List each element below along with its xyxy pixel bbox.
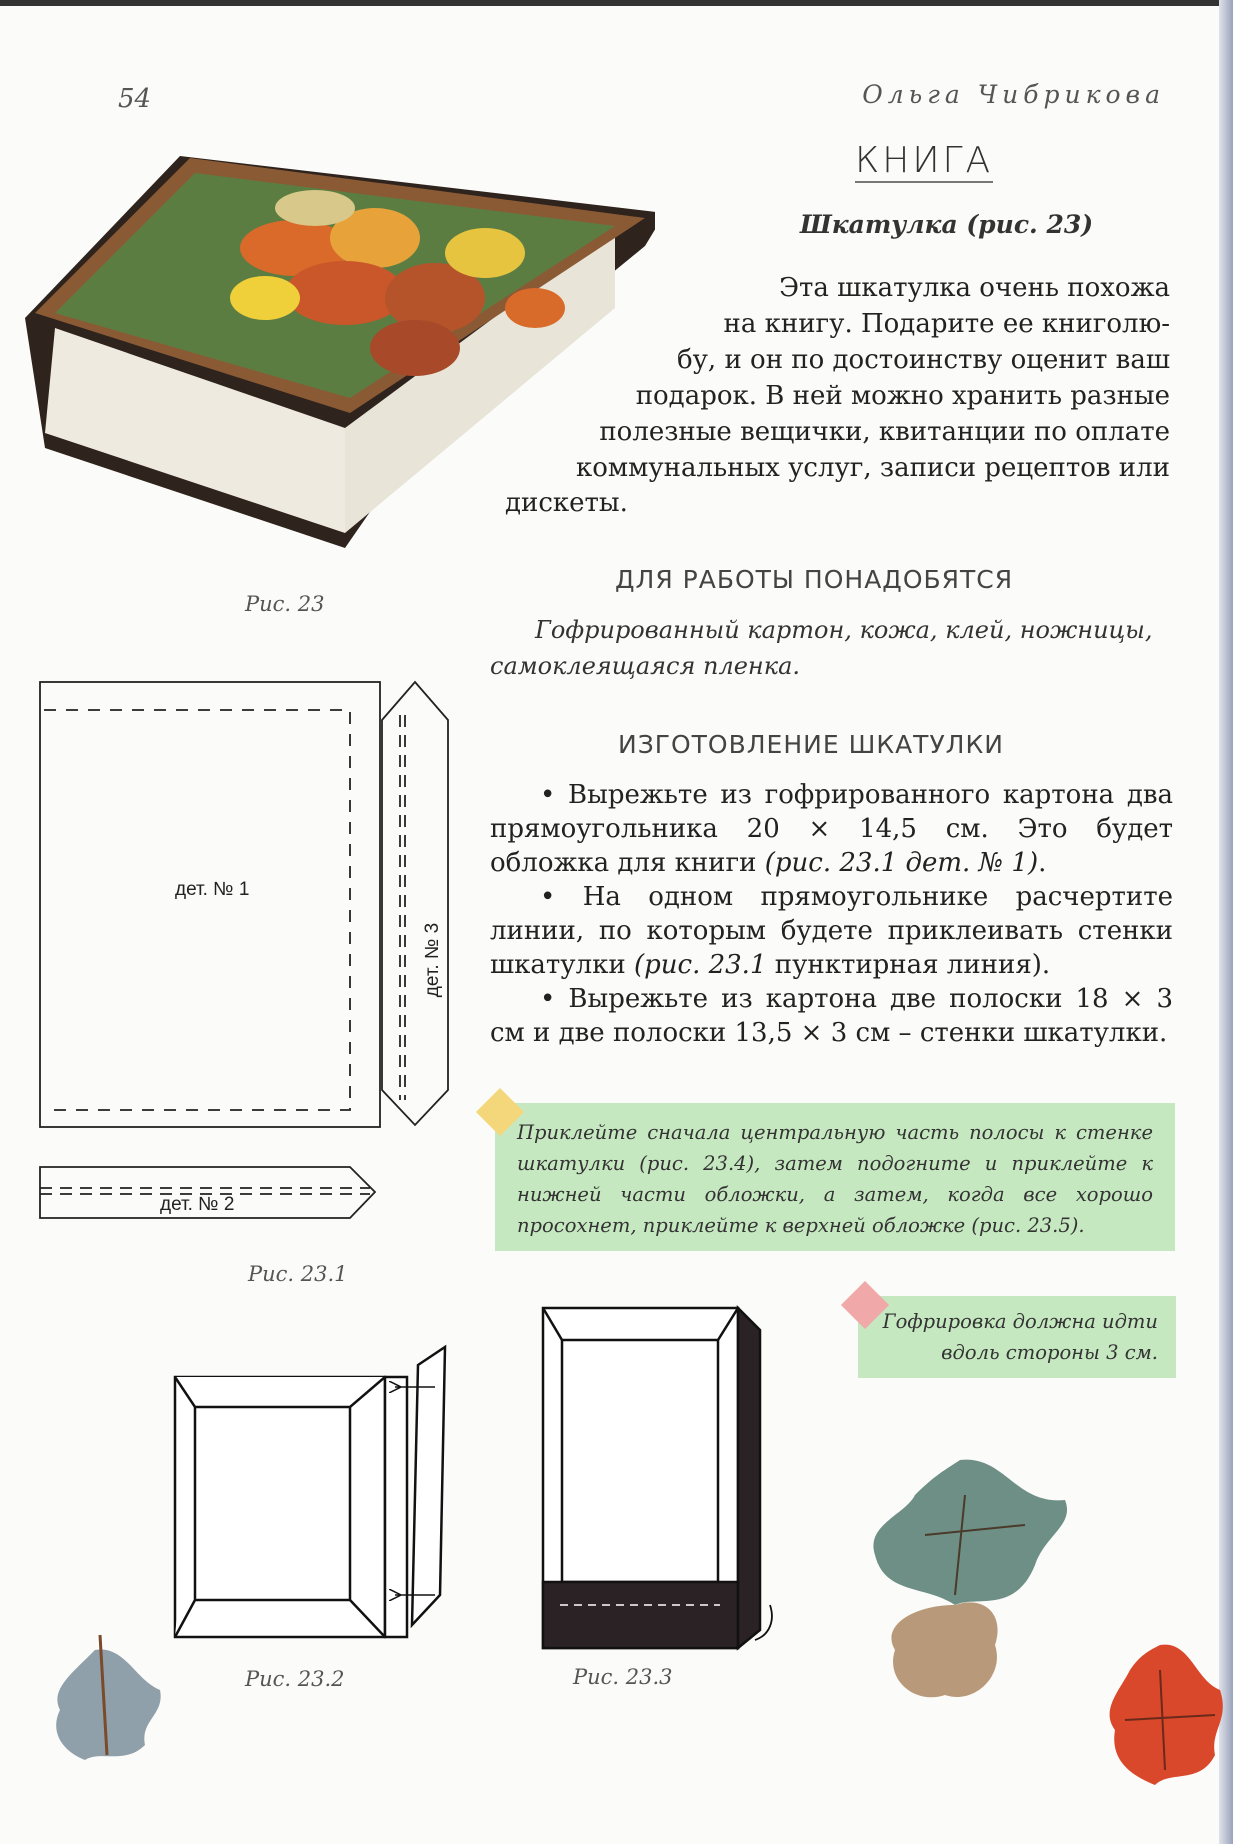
materials-list: Гофрированный картон, кожа, клей, ножницы, самоклеящаяся пленка. — [490, 616, 1153, 680]
article-subtitle: Шкатулка (рис. 23) — [800, 210, 1094, 239]
materials-heading: ДЛЯ РАБОТЫ ПОНАДОБЯТСЯ — [615, 565, 1014, 594]
tip-box-corrugation: Гофрировка должна идти вдоль стороны 3 см. — [858, 1296, 1176, 1378]
part3-label: дет. № 3 — [422, 922, 443, 998]
leaf-icon — [873, 1460, 1067, 1605]
intro-last-line: дискеты. — [505, 488, 628, 518]
pattern-diagram — [30, 670, 470, 1250]
part1-dash — [44, 710, 350, 1110]
intro-line: Эта шкатулка очень похожа — [779, 273, 1170, 303]
intro-line: бу, и он по достоинству оценит ваш — [676, 345, 1170, 375]
step-item: • На одном прямоугольнике расчертите линии, по которым будете приклеивать стенки шкатулки (рис. 23.1 пунктирная линия). — [490, 882, 1173, 980]
part1-label: дет. № 1 — [175, 879, 250, 900]
steps-list — [490, 778, 1173, 1050]
leaf-icon — [891, 1602, 997, 1697]
fig23-2-caption: Рис. 23.2 — [245, 1667, 345, 1691]
assembly-diagram-1 — [160, 1335, 460, 1665]
grey-leaf-icon — [45, 1630, 170, 1765]
intro-line: коммунальных услуг, записи рецептов или — [575, 453, 1170, 483]
part1-rect — [40, 682, 380, 1127]
red-leaf-icon — [1100, 1640, 1230, 1800]
assembly-diagram-2 — [520, 1300, 800, 1660]
intro-line: подарок. В ней можно хранить разные — [635, 381, 1170, 411]
step-item: • Вырежьте из картона две полоски 18 × 3 см и две полоски 13,5 × 3 см – стенки шкатулки. — [490, 984, 1173, 1048]
tip-box-glue: Приклейте сначала центральную часть полосы к стенке шкатулки (рис. 23.4), затем подогните и приклейте к нижней части обложки, а затем, когда все хорошо просохнет, приклейте к верхней обложке (рис. 23.5). — [495, 1103, 1175, 1251]
author-header: Ольга Чибрикова — [862, 80, 1165, 109]
scan-top-border — [0, 0, 1233, 6]
part3-strip — [382, 682, 448, 1125]
page-number: 54 — [118, 84, 152, 114]
intro-paragraph — [490, 270, 1170, 486]
intro-line: на книгу. Подарите ее книголю- — [723, 309, 1170, 339]
fig23-1-caption: Рис. 23.1 — [248, 1262, 348, 1286]
fig23-3-caption: Рис. 23.3 — [573, 1665, 673, 1689]
steps-heading: ИЗГОТОВЛЕНИЕ ШКАТУЛКИ — [618, 730, 1004, 759]
intro-line: полезные вещички, квитанции по оплате — [599, 417, 1170, 447]
article-title: КНИГА — [855, 140, 993, 183]
part2-label: дет. № 2 — [160, 1194, 235, 1215]
step-item: • Вырежьте из гофрированного картона два прямоугольника 20 × 14,5 см. Это будет обложка для книги (рис. 23.1 дет. № 1). — [490, 780, 1173, 878]
materials-text — [490, 612, 1170, 684]
fig23-caption: Рис. 23 — [245, 592, 325, 616]
scan-page-edge — [1219, 0, 1233, 1844]
decorative-leaves-group — [865, 1455, 1085, 1725]
